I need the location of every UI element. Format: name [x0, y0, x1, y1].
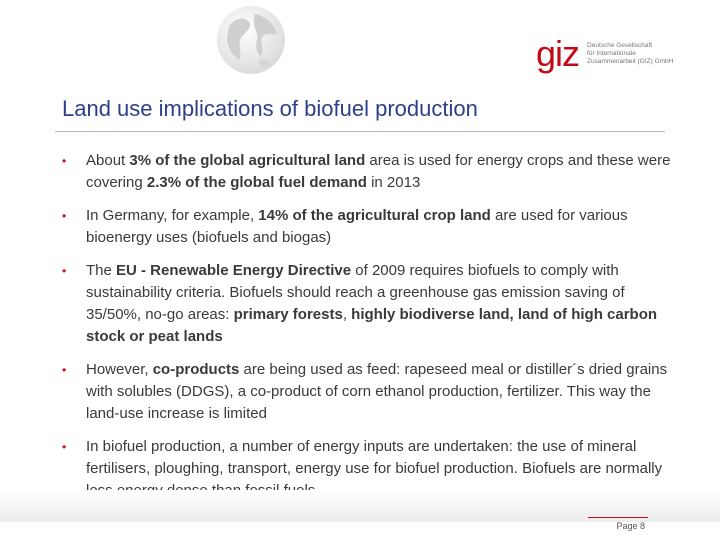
- bullet-text: In Germany, for example,: [86, 207, 259, 224]
- bullet-text: of 2009 requires biofuels to comply with sustainability criteria. Biofuels should reach a greenhouse gas emission saving of 35/50%, no-go areas:: [86, 262, 625, 323]
- title-divider: [55, 131, 665, 132]
- logo-line: für Internationale: [587, 50, 636, 57]
- bullet-text: area is used for energy crops and these were covering: [86, 152, 671, 191]
- bullet-emphasis: 2.3% of the global fuel demand: [146, 174, 367, 191]
- page-divider: [588, 517, 648, 518]
- bullet-emphasis: 3% of the global agricultural land: [129, 152, 366, 169]
- bullet-item: [62, 205, 672, 249]
- bullet-list: [62, 150, 672, 513]
- bullet-text: ,: [342, 306, 352, 323]
- logo-text: [587, 42, 673, 66]
- bullet-marker: •: [62, 264, 67, 278]
- bullet-text: In biofuel production, a number of energy inputs are undertaken: the use of mineral fertilisers, ploughing, transport, energy use for biofuel production. Biofuels are normally: [86, 438, 663, 477]
- logo-line: Zusammenarbeit (GIZ) GmbH: [587, 58, 674, 65]
- bullet-emphasis: primary forests: [233, 306, 343, 323]
- giz-logo: [536, 33, 674, 74]
- logo-mark: giz: [536, 33, 580, 74]
- bullet-marker: •: [62, 154, 67, 168]
- bullet-marker: •: [62, 440, 67, 454]
- bullet-text: are used for various bioenergy uses (biofuels and biogas): [86, 207, 628, 246]
- bullet-item: [62, 260, 672, 348]
- bullet-marker: •: [62, 209, 67, 223]
- bullet-emphasis: co-products: [152, 361, 240, 378]
- bullet-emphasis: EU - Renewable Energy Directive: [116, 262, 352, 279]
- bullet-text: About: [86, 152, 130, 169]
- bullet-text: However,: [86, 361, 153, 378]
- bullet-marker: •: [62, 363, 67, 377]
- bullet-text: The: [86, 262, 117, 279]
- bullet-emphasis: highly biodiverse land, land of high carbon stock or peat lands: [86, 306, 658, 345]
- slide-title: Land use implications of biofuel production: [62, 96, 478, 121]
- page-number: Page 8: [616, 521, 645, 531]
- bullet-text: are being used as feed: rapeseed meal or distiller´s dried grains with solubles (DDGS), a co-product of corn ethanol production, fertilizer. This way the land-use increase is limited: [86, 361, 668, 422]
- bullet-item: [62, 150, 672, 194]
- globe-icon: [215, 4, 287, 76]
- logo-line: Deutsche Gesellschaft: [587, 42, 653, 49]
- bullet-item: [62, 359, 672, 425]
- bullet-emphasis: 14% of the agricultural crop land: [258, 207, 491, 224]
- bullet-text: in 2013: [366, 174, 421, 191]
